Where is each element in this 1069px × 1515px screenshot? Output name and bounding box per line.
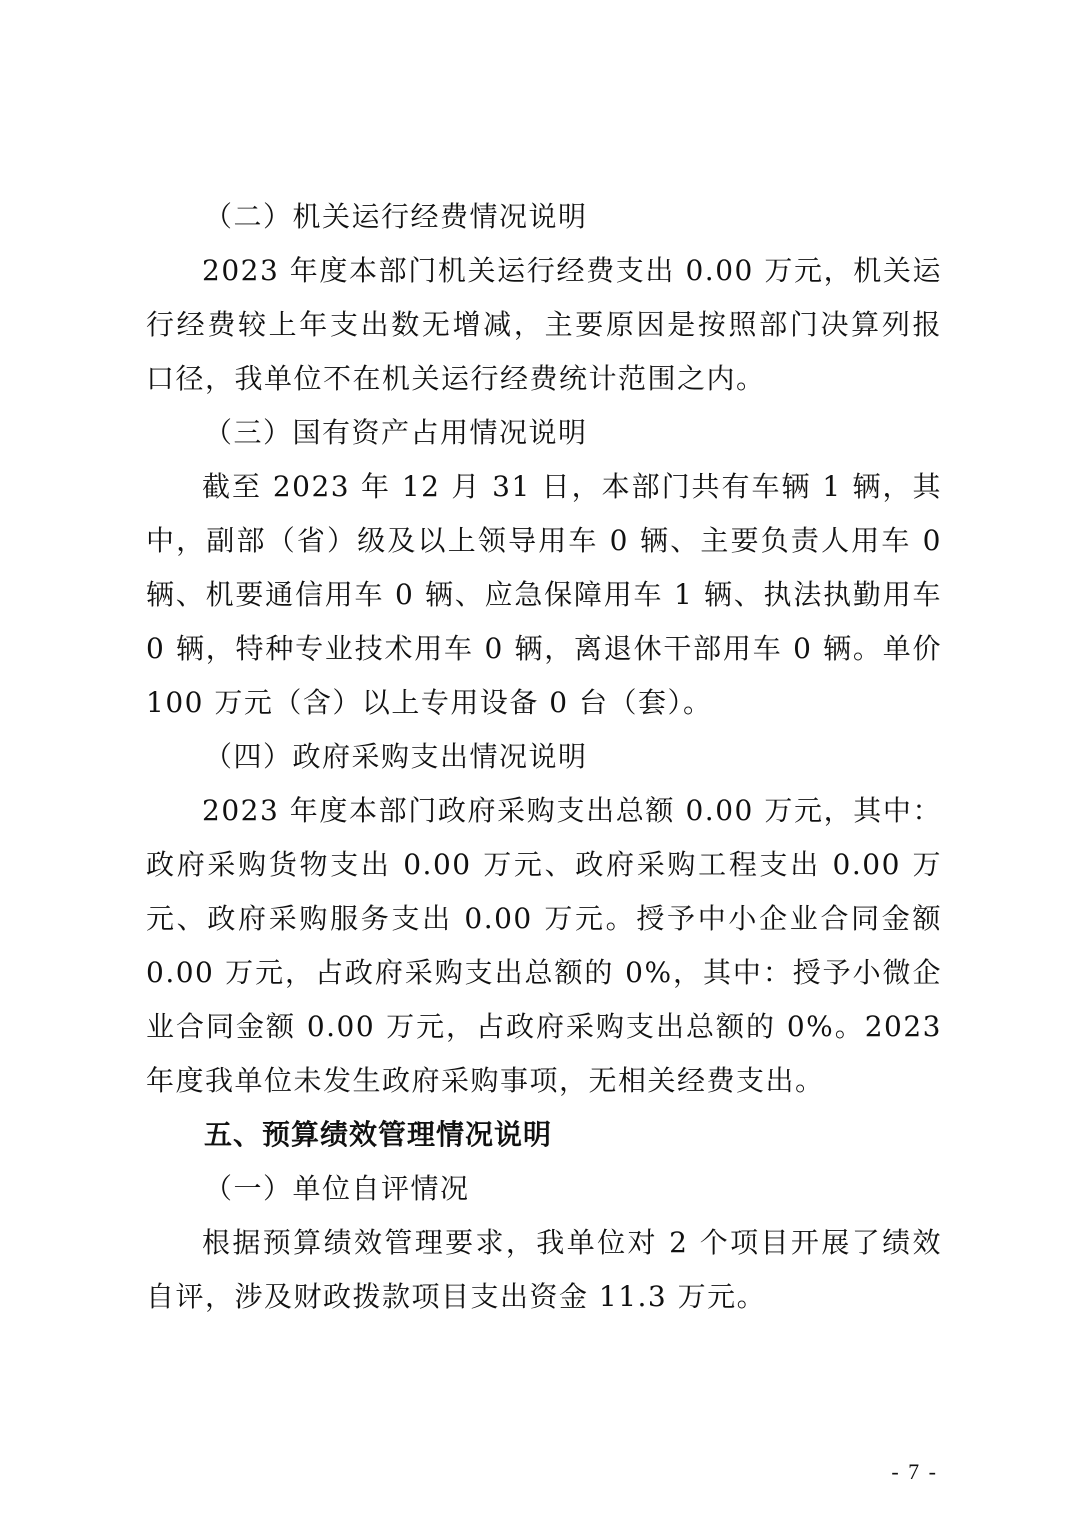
document-body [146,190,942,1324]
paragraph-state-assets: 截至 2023 年 12 月 31 日，本部门共有车辆 1 辆，其中，副部（省）级及以上领导用车 0 辆、主要负责人用车 0 辆、机要通信用车 0 辆、应急保障用车 1 辆、执法执勤用车 0 辆，特种专业技术用车 0 辆，离退休干部用车 0 辆。单价 100 万元（含）以上专用设备 0 台（套）。 [146,470,942,719]
page-number: - 7 - [891,1459,938,1484]
paragraph-operating-expenses: 2023 年度本部门机关运行经费支出 0.00 万元，机关运行经费较上年支出数无增减，主要原因是按照部门决算列报口径，我单位不在机关运行经费统计范围之内。 [146,254,942,395]
section-heading-performance-management: 五、预算绩效管理情况说明 [204,1118,553,1151]
section-heading-government-procurement: （四）政府采购支出情况说明 [204,740,588,773]
section-heading-self-evaluation: （一）单位自评情况 [204,1172,470,1205]
section-heading-operating-expenses: （二）机关运行经费情况说明 [204,200,588,233]
section-heading-state-assets: （三）国有资产占用情况说明 [204,416,588,449]
paragraph-self-evaluation: 根据预算绩效管理要求，我单位对 2 个项目开展了绩效自评，涉及财政拨款项目支出资金 11.3 万元。 [146,1226,942,1313]
paragraph-government-procurement: 2023 年度本部门政府采购支出总额 0.00 万元，其中：政府采购货物支出 0.00 万元、政府采购工程支出 0.00 万元、政府采购服务支出 0.00 万元。授予中小企业合同金额 0.00 万元，占政府采购支出总额的 0%，其中：授予小微企业合同金额 0.00 万元，占政府采购支出总额的 0%。2023 年度我单位未发生政府采购事项，无相关经费支出。 [146,794,942,1097]
